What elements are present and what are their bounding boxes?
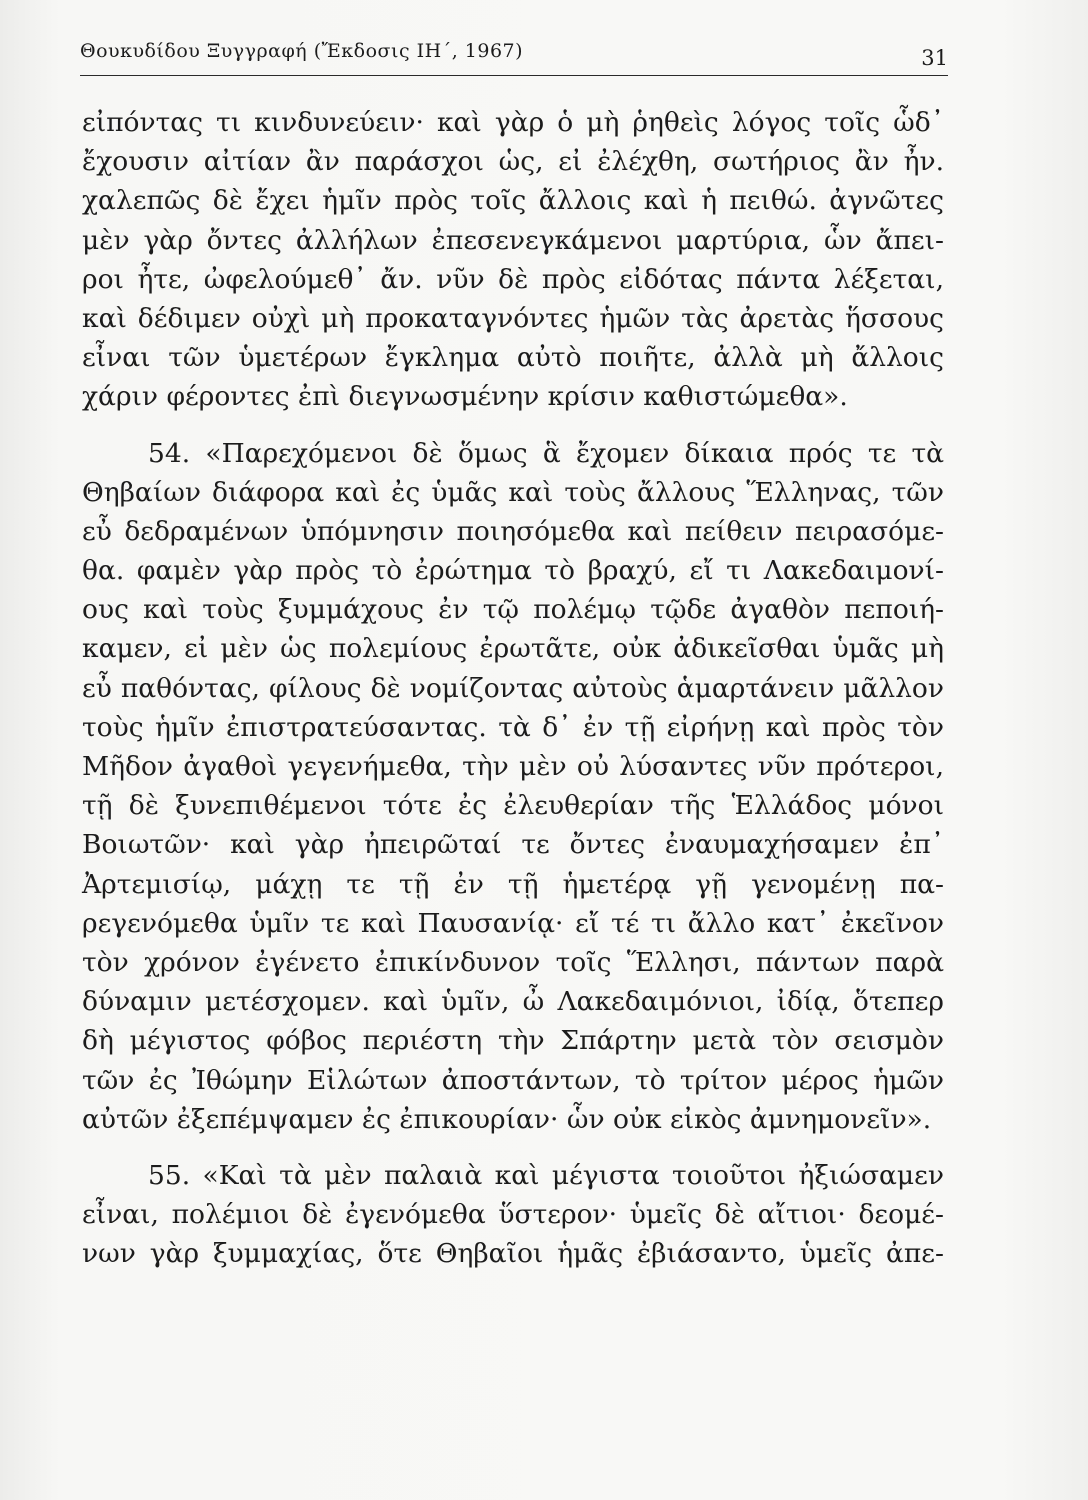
text-line: Μῆδον ἀγαθοὶ γεγενήμεθα, τὴν μὲν οὐ λύσαντες νῦν πρότεροι, <box>82 751 944 782</box>
text-line: τῶν ἐς Ἰθώμην Εἱλώτων ἀποστάντων, τὸ τρίτον μέρος ἡμῶν <box>82 1064 944 1096</box>
main-text <box>82 103 944 1273</box>
header-rule <box>80 75 948 76</box>
text-line: εἶναι τῶν ὑμετέρων ἔγκλημα αὐτὸ ποιῆτε, ἀλλὰ μὴ ἄλλοις <box>82 342 944 374</box>
text-line: Ἀρτεμισίῳ, μάχῃ τε τῇ ἐν τῇ ἡμετέρᾳ γῇ γενομένῃ πα- <box>82 868 944 900</box>
running-title: Θουκυδίδου Ξυγγραφή (Ἔκδοσις ΙΗ΄, 1967) <box>80 40 524 62</box>
paragraph-gap <box>82 417 944 434</box>
text-line: ρεγενόμεθα ὑμῖν τε καὶ Παυσανίᾳ· εἴ τέ τι ἄλλο κατ᾿ ἐκεῖνον <box>82 907 944 939</box>
text-line: τῇ δὲ ξυνεπιθέμενοι τότε ἐς ἐλευθερίαν τῆς Ἑλλάδος μόνοι <box>82 790 944 822</box>
text-line: τὸν χρόνον ἐγένετο ἐπικίνδυνον τοῖς Ἕλλησι, πάντων παρὰ <box>82 946 944 978</box>
text-line: νων γὰρ ξυμμαχίας, ὅτε Θηβαῖοι ἡμᾶς ἐβιάσαντο, ὑμεῖς ἀπε- <box>82 1238 944 1270</box>
text-line: καὶ δέδιμεν οὐχὶ μὴ προκαταγνόντες ἡμῶν τὰς ἀρετὰς ἥσσους <box>82 302 944 334</box>
paragraph-53-end <box>82 103 944 417</box>
text-line: ἔχουσιν αἰτίαν ἂν παράσχοι ὡς, εἰ ἐλέχθη, σωτήριος ἂν ἦν. <box>82 146 944 178</box>
text-line: ροι ἦτε, ὠφελούμεθ᾿ ἄν. νῦν δὲ πρὸς εἰδότας πάντα λέξεται, <box>82 263 944 295</box>
text-line: καμεν, εἰ μὲν ὡς πολεμίους ἐρωτᾶτε, οὐκ ἀδικεῖσθαι ὑμᾶς μὴ <box>82 633 944 665</box>
text-line: ους καὶ τοὺς ξυμμάχους ἐν τῷ πολέμῳ τῷδε ἀγαθὸν πεποιή- <box>82 594 944 626</box>
paragraph-gap <box>82 1139 944 1156</box>
paragraph-54 <box>82 434 944 1139</box>
paragraph-55 <box>82 1156 944 1274</box>
text-line: χάριν φέροντες ἐπὶ διεγνωσμένην κρίσιν καθιστώμεθα». <box>82 381 848 413</box>
text-line: Θηβαίων διάφορα καὶ ἐς ὑμᾶς καὶ τοὺς ἄλλους Ἕλληνας, τῶν <box>82 476 944 508</box>
text-line: εὖ παθόντας, φίλους δὲ νομίζοντας αὐτοὺς ἁμαρτάνειν μᾶλλον <box>82 672 944 704</box>
text-line: δύναμιν μετέσχομεν. καὶ ὑμῖν, ὦ Λακεδαιμόνιοι, ἰδίᾳ, ὅτεπερ <box>82 986 944 1018</box>
text-line: θα. φαμὲν γὰρ πρὸς τὸ ἐρώτημα τὸ βραχύ, εἴ τι Λακεδαιμονί- <box>82 555 944 587</box>
text-line: εἰπόντας τι κινδυνεύειν· καὶ γὰρ ὁ μὴ ῥηθεὶς λόγος τοῖς ὧδ᾿ <box>82 107 944 138</box>
text-line: τοὺς ἡμῖν ἐπιστρατεύσαντας. τὰ δ᾿ ἐν τῇ εἰρήνῃ καὶ πρὸς τὸν <box>82 711 944 743</box>
text-line: εἶναι, πολέμιοι δὲ ἐγενόμεθα ὕστερον· ὑμεῖς δὲ αἴτιοι· δεομέ- <box>82 1199 944 1231</box>
text-line: εὖ δεδραμένων ὑπόμνησιν ποιησόμεθα καὶ πείθειν πειρασόμε- <box>82 515 944 547</box>
page-number: 31 <box>921 46 948 70</box>
text-line: μὲν γὰρ ὄντες ἀλλήλων ἐπεσενεγκάμενοι μαρτύρια, ὧν ἄπει- <box>82 224 944 256</box>
text-line: δὴ μέγιστος φόβος περιέστη τὴν Σπάρτην μετὰ τὸν σεισμὸν <box>82 1025 944 1057</box>
running-header <box>80 36 948 76</box>
text-line: χαλεπῶς δὲ ἔχει ἡμῖν πρὸς τοῖς ἄλλοις καὶ ἡ πειθώ. ἀγνῶτες <box>82 185 944 217</box>
text-line: 54. «Παρεχόμενοι δὲ ὅμως ἃ ἔχομεν δίκαια πρός τε τὰ <box>148 437 944 469</box>
text-line: αὐτῶν ἐξεπέμψαμεν ἐς ἐπικουρίαν· ὧν οὐκ εἰκὸς ἀμνημονεῖν». <box>82 1103 932 1135</box>
text-line: Βοιωτῶν· καὶ γὰρ ἠπειρῶταί τε ὄντες ἐναυμαχήσαμεν ἐπ᾿ <box>82 829 944 861</box>
text-line: 55. «Καὶ τὰ μὲν παλαιὰ καὶ μέγιστα τοιοῦτοι ἠξιώσαμεν <box>148 1159 944 1191</box>
